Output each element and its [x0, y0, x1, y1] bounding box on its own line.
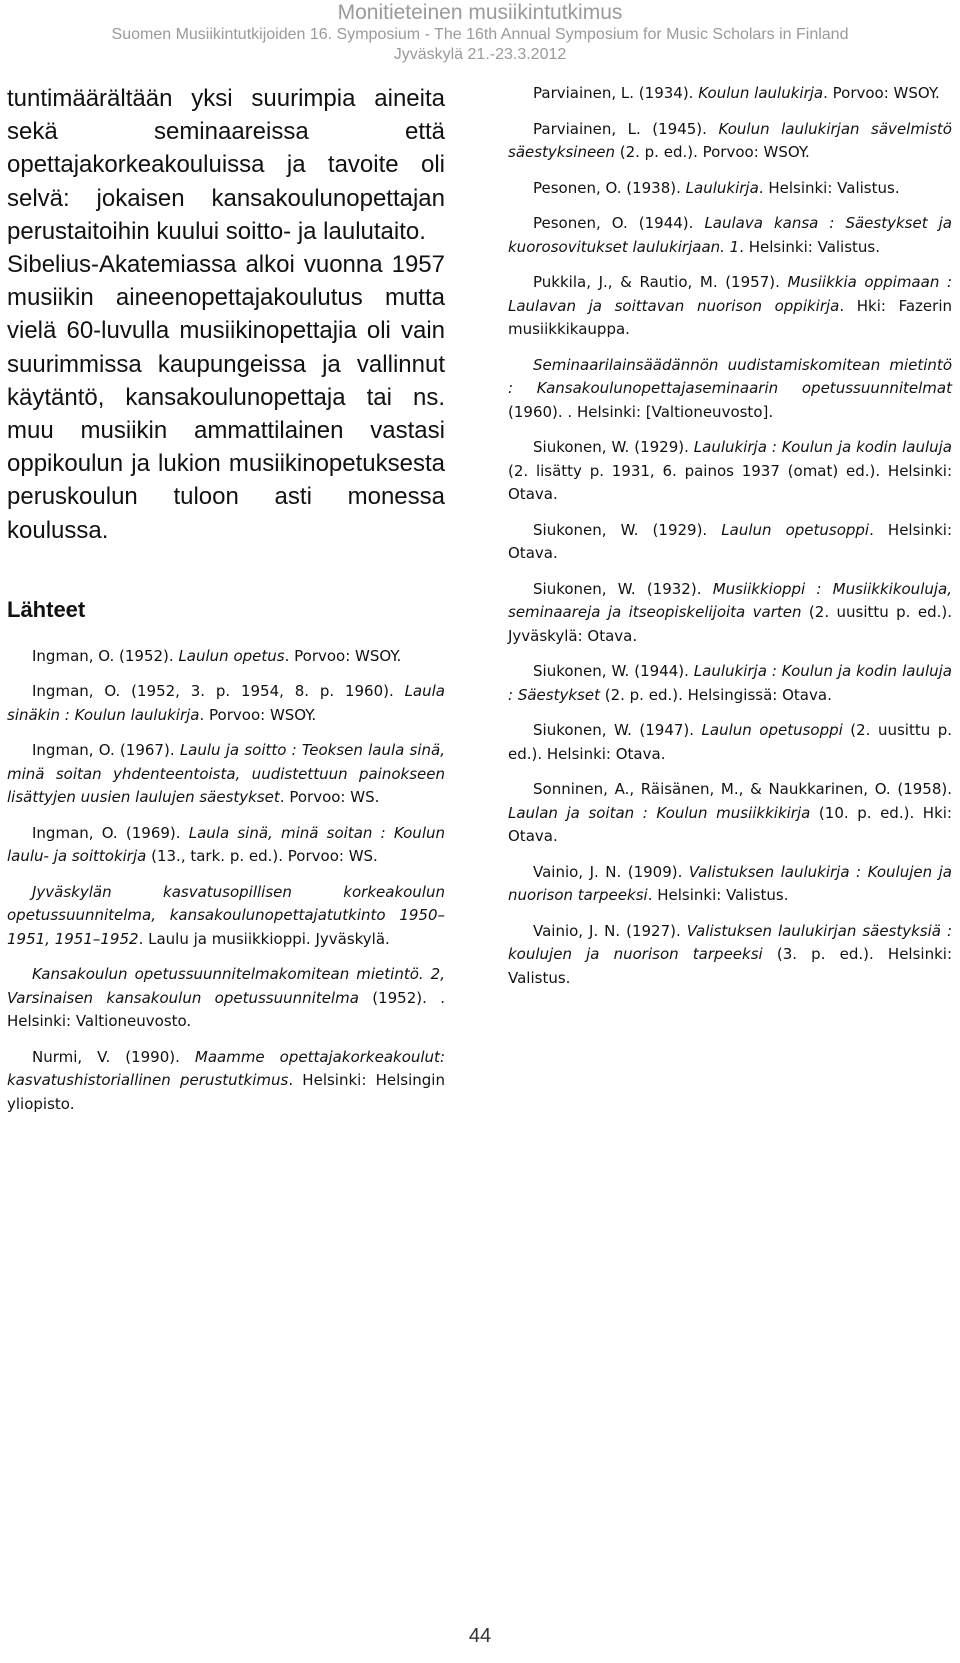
reference-entry [508, 177, 952, 201]
reference-entry [7, 645, 445, 669]
reference-text: Parviainen, L. (1945). [533, 119, 719, 138]
reference-text: (2. p. ed.). Porvoo: WSOY. [614, 143, 810, 161]
reference-text: Siukonen, W. (1947). [533, 721, 702, 739]
reference-title: Kansakoulun opetussuunnitelmakomitean mietintö. 2, Varsinaisen kansakoulun opetussuunnitelma [7, 965, 445, 1007]
reference-entry [508, 212, 952, 259]
right-column [508, 82, 952, 1002]
reference-text: Pesonen, O. (1938). [533, 178, 686, 197]
reference-text: . Helsinki: Helsingin yliopisto. [7, 1071, 445, 1113]
reference-text: Vainio, J. N. (1909). [533, 862, 689, 881]
header-subtitle: Suomen Musiikintutkijoiden 16. Symposium - The 16th Annual Symposium for Music Scholars in Finland [111, 26, 849, 43]
reference-text: . Porvoo: WSOY. [284, 646, 402, 665]
reference-title: Valistuksen laulukirjan säestyksiä : koulujen ja nuorison tarpeeksi [508, 921, 952, 963]
reference-entry [7, 1046, 445, 1117]
reference-title: Valistuksen laulukirja : Koulujen ja nuorison tarpeeksi [508, 862, 952, 904]
reference-text: Siukonen, W. (1929). [533, 438, 694, 456]
reference-text: Pukkila, J., & Rautio, M. (1957). [533, 273, 788, 291]
reference-text: (2. lisätty p. 1931, 6. painos 1937 (omat) ed.). Helsinki: Otava. [508, 461, 952, 503]
body-paragraph-1: tuntimäärältään yksi suurimpia aineita sekä seminaareissa että opettajakorkeakouluissa ja tavoite oli selvä: jokaisen kansakoulunopettajan perustaitoihin kuului soitto- ja laulutaito. [7, 85, 445, 245]
header-title: Monitieteinen musiikintutkimus [337, 1, 623, 24]
reference-entry [508, 436, 952, 507]
reference-entry [508, 271, 952, 342]
reference-text: . Helsinki: Valistus. [647, 886, 789, 904]
reference-entry [508, 354, 952, 425]
reference-text: (3. p. ed.). Helsinki: Valistus. [508, 945, 952, 987]
header-place-date: Jyväskylä 21.-23.3.2012 [393, 46, 567, 63]
page-number: 44 [468, 1625, 492, 1647]
reference-entry [508, 861, 952, 908]
reference-entry [508, 82, 952, 106]
reference-text: . Porvoo: WSOY. [199, 705, 317, 724]
reference-entry [508, 778, 952, 849]
reference-title: Laulava kansa : Säestykset ja kuorosovitukset laulukirjaan. 1 [508, 214, 952, 256]
references-heading: Lähteet [7, 596, 86, 622]
reference-text: . Helsinki: Otava. [508, 520, 952, 562]
reference-title: Koulun laulukirja [698, 84, 824, 102]
reference-text: . Hki: Fazerin musiikkikauppa. [508, 296, 952, 338]
reference-title: Laulun opetus [178, 646, 285, 665]
reference-text: . Porvoo: WSOY. [823, 84, 940, 102]
reference-text: . Porvoo: WS. [279, 788, 380, 807]
reference-text: (1952). . Helsinki: Valtioneuvosto. [7, 988, 445, 1031]
reference-text: (2. p. ed.). Helsingissä: Otava. [599, 685, 832, 704]
reference-title: Laulukirja : Koulun ja kodin lauluja : Säestykset [508, 662, 952, 704]
reference-text: Pesonen, O. (1944). [533, 214, 705, 232]
page-header [0, 0, 960, 65]
reference-title: Laulun opetusoppi [721, 520, 870, 539]
left-column [7, 82, 445, 1128]
reference-text: . Helsinki: Valistus. [758, 178, 900, 197]
reference-title: Laulun opetusoppi [701, 721, 843, 739]
reference-text: . Laulu ja musiikkioppi. Jyväskylä. [138, 929, 390, 948]
reference-text: Ingman, O. (1967). [32, 741, 180, 760]
reference-text: (1960). . Helsinki: [Valtioneuvosto]. [508, 402, 774, 421]
reference-text: (2. uusittu p. ed.). Helsinki: Otava. [508, 721, 952, 763]
reference-entry [508, 578, 952, 649]
reference-text: Ingman, O. (1952, 3. p. 1954, 8. p. 1960). [32, 682, 405, 701]
reference-title: Laula sinäkin : Koulun laulukirja [7, 682, 445, 724]
reference-text: Ingman, O. (1969). [32, 823, 189, 842]
reference-title: Laulu ja soitto : Teoksen laula sinä, minä soitan yhdenteentoista, uudistettuun painokseen lisättyjen uusien laulujen säestykset [7, 741, 445, 807]
reference-title: Laulukirja [685, 178, 759, 197]
references-list-right [508, 82, 952, 990]
reference-text: Nurmi, V. (1990). [32, 1047, 195, 1066]
reference-text: Siukonen, W. (1932). [533, 579, 713, 598]
reference-title: Koulun laulukirjan sävelmistö säestyksineen [508, 119, 952, 161]
reference-entry [7, 822, 445, 869]
reference-entry [508, 920, 952, 991]
reference-entry [7, 881, 445, 952]
reference-title: Laula sinä, minä soitan : Koulun laulu- ja soittokirja [7, 823, 445, 866]
reference-entry [7, 680, 445, 727]
reference-text: Ingman, O. (1952). [32, 646, 179, 665]
reference-text: Sonninen, A., Räisänen, M., & Naukkarinen, O. (1958). [533, 780, 952, 798]
reference-text: (13., tark. p. ed.). Porvoo: WS. [146, 847, 378, 866]
reference-text: (2. uusittu p. ed.). Jyväskylä: Otava. [508, 603, 952, 645]
reference-text: Parviainen, L. (1934). [533, 84, 699, 102]
reference-entry [7, 739, 445, 810]
reference-title: Musiikkioppi : Musiikkikouluja, seminaareja ja itseopiskelijoita varten [508, 579, 952, 621]
reference-text: Vainio, J. N. (1927). [533, 921, 687, 940]
reference-entry [508, 719, 952, 766]
reference-entry [7, 963, 445, 1034]
reference-title: Musiikkia oppimaan : Laulavan ja soittavan nuorison oppikirja [508, 273, 952, 315]
reference-text: . Helsinki: Valistus. [739, 237, 881, 256]
reference-title: Jyväskylän kasvatusopillisen korkeakoulun opetussuunnitelma, kansakoulunopettajatutkinto 1950–1951, 1951–1952 [7, 882, 445, 948]
reference-entry [508, 118, 952, 165]
reference-entry [508, 519, 952, 566]
reference-entry [508, 660, 952, 707]
reference-title: Seminaarilainsäädännön uudistamiskomitean mietintö : Kansakoulunopettajaseminaarin opetussuunnitelmat [508, 355, 952, 397]
reference-title: Laulan ja soitan : Koulun musiikkikirja [508, 803, 811, 822]
reference-text: Siukonen, W. (1929). [533, 520, 722, 539]
reference-text: Siukonen, W. (1944). [533, 662, 694, 680]
reference-title: Laulukirja : Koulun ja kodin lauluja [693, 438, 952, 456]
reference-text: (10. p. ed.). Hki: Otava. [508, 803, 952, 845]
references-list-left [7, 645, 445, 1117]
body-paragraph-2: Sibelius-Akatemiassa alkoi vuonna 1957 musiikin aineenopettajakoulutus mutta vielä 60-luvulla musiikinopettajia oli vain suurimmissa kaupungeissa ja vallinnut käytäntö, kansakoulunopettaja tai ns. muu musiikin ammattilainen vastasi oppikoulun ja lukion musiikinopetuksesta peruskoulun tuloon asti monessa koulussa. [7, 251, 445, 544]
reference-title: Maamme opettajakorkeakoulut: kasvatushistoriallinen perustutkimus [7, 1047, 445, 1090]
